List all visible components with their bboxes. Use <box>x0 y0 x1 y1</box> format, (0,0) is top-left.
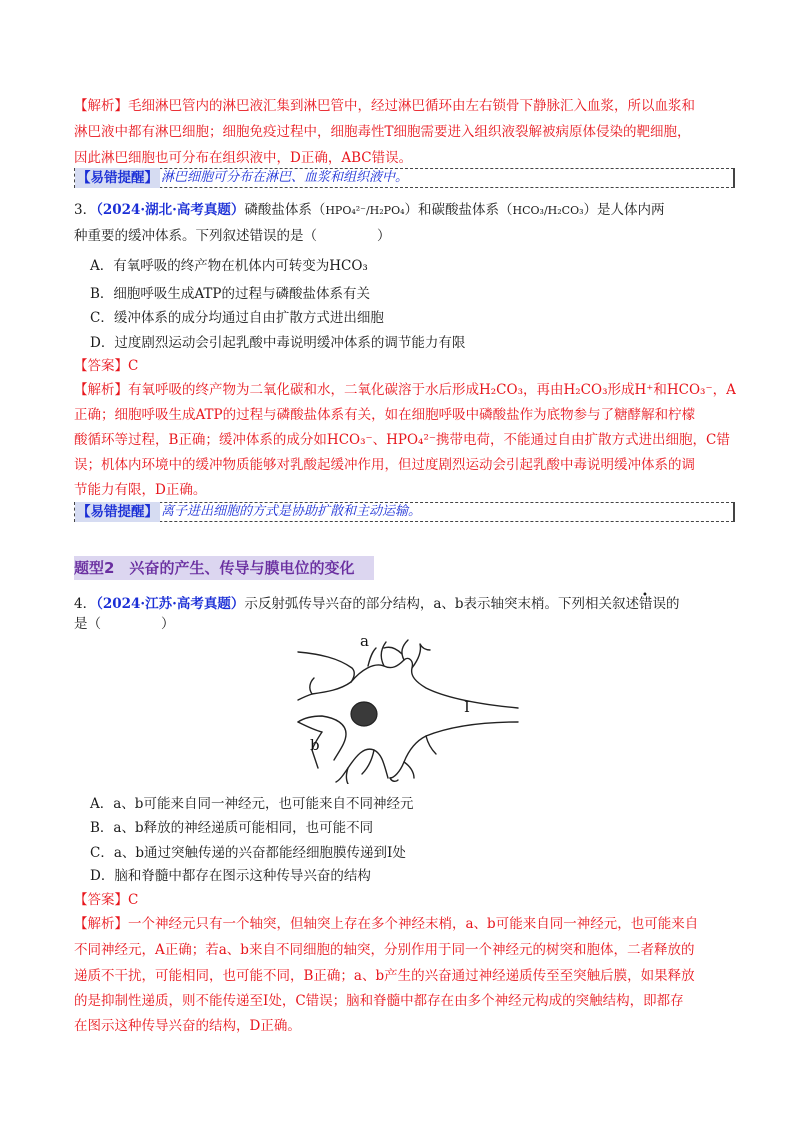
dendrite-top-branch-3 <box>412 644 430 668</box>
q3-stem-close: ） <box>377 228 391 244</box>
q3-stem-b: ）和碳酸盐体系（ <box>404 202 513 218</box>
q4-stem-line-2-text: 是（ <box>74 616 101 632</box>
q3-analysis-line-2: 正确；细胞呼吸生成ATP的过程与磷酸盐体系有关，如在细胞呼吸中磷酸盐作为底物参与了糖酵解和柠檬 <box>74 407 696 423</box>
q3-stem-a: 磷酸盐体系（ <box>244 202 326 218</box>
dendrite-lower-left <box>298 722 322 732</box>
label-I: I <box>464 698 470 716</box>
nucleus <box>351 702 377 726</box>
dendrite-bottom-2 <box>362 750 374 774</box>
q3-stem-c: ）是人体内两 <box>583 202 665 218</box>
q3-option-c: C．缓冲体系的成分均通过自由扩散方式进出细胞 <box>90 310 384 326</box>
q3-option-b: B．细胞呼吸生成ATP的过程与磷酸盐体系有关 <box>90 286 371 302</box>
q2-analysis-line-2: 淋巴液中都有淋巴细胞；细胞免疫过程中，细胞毒性T细胞需要进入组织液裂解被病原体侵染的靶细胞， <box>74 124 691 140</box>
q4-analysis-line-1: 【解析】一个神经元只有一个轴突，但轴突上存在多个神经末梢，a、b可能来自同一神经元，也可能来自 <box>74 916 699 932</box>
q4-source: （2024·江苏·高考真题） <box>96 596 245 612</box>
q2-analysis-line-3: 因此淋巴细胞也可分布在组织液中，D正确，ABC错误。 <box>74 150 413 166</box>
dendrite-bottom <box>347 768 349 784</box>
q4-number: 4． <box>74 596 97 612</box>
dendrite-top-branch <box>381 642 386 666</box>
q3-analysis-line-3: 酸循环等过程，B正确；缓冲体系的成分如HCO₃⁻、HPO₄²⁻携带电荷，不能通过自由扩散方式进出细胞，C错 <box>74 432 730 448</box>
q3-answer: 【答案】C <box>74 358 139 374</box>
dendrite-top-branch-4 <box>384 647 402 654</box>
q3-stem-line-2 <box>74 226 391 246</box>
dendrite-bottom-5 <box>426 736 436 754</box>
q2-analysis-line-1: 【解析】毛细淋巴管内的淋巴液汇集到淋巴管中，经过淋巴循环由左右锁骨下静脉汇入血浆，所以血浆和 <box>74 98 695 114</box>
dendrite-top-branch-2 <box>402 640 408 660</box>
dendrite-upper-left-2 <box>310 678 314 694</box>
q4-stem-dotted: 错误 <box>639 596 667 612</box>
q3-analysis-line-1: 【解析】有氧呼吸的终产物为二氧化碳和水，二氧化碳溶于水后形成H₂CO₃，再由H₂CO₃形成H⁺和HCO₃⁻，A <box>74 382 736 398</box>
q4-stem-line-1 <box>74 594 680 614</box>
dendrite-bottom-4 <box>404 762 414 778</box>
axon-terminal-a <box>368 648 376 666</box>
q4-option-a: A．a、b可能来自同一神经元，也可能来自不同神经元 <box>90 796 414 812</box>
q4-analysis-line-4: 的是抑制性递质，则不能传递至Ⅰ处，C错误；脑和脊髓中都存在由多个神经元构成的突触结构，即都存 <box>74 993 684 1009</box>
section-header <box>74 556 374 580</box>
tip-text: 离子进出细胞的方式是协助扩散和主动运输。 <box>161 504 422 519</box>
q3-number: 3． <box>74 202 97 218</box>
q3-analysis-line-4: 误；机体内环境中的缓冲物质能够对乳酸起缓冲作用，但过度剧烈运动会引起乳酸中毒说明缓冲体系的调 <box>74 457 695 473</box>
label-b: b <box>310 736 320 754</box>
q4-analysis-line-3: 递质不干扰，可能相同，也可能不同，B正确；a、b产生的兴奋通过神经递质传至至突触后膜，如果释放 <box>74 968 695 984</box>
dendrite-top <box>298 652 354 682</box>
q4-option-c: C．a、b通过突触传递的兴奋都能经细胞膜传递到Ⅰ处 <box>90 845 406 861</box>
q3-chem-1: HPO₄²⁻/H₂PO₄ <box>325 204 405 217</box>
tip-end-bar <box>733 168 735 188</box>
q3-chem-2: HCO₃/H₂CO₃ <box>512 204 584 217</box>
tip-end-bar <box>733 502 735 522</box>
tip-text: 淋巴细胞可分布在淋巴、血浆和组织液中。 <box>161 170 409 185</box>
tip-tag: 【易错提醒】 <box>77 504 158 520</box>
q4-option-b: B．a、b释放的神经递质可能相同，也可能不同 <box>90 820 374 836</box>
q4-option-d: D．脑和脊髓中都存在图示这种传导兴奋的结构 <box>90 868 371 884</box>
q4-stem-a: 示反射弧传导兴奋的部分结构，a、b表示轴突末梢。下列相关叙述 <box>244 596 640 612</box>
q4-answer: 【答案】C <box>74 892 139 908</box>
dendrite-upper-left <box>298 682 351 700</box>
section-title: 题型2 兴奋的产生、传导与膜电位的变化 <box>74 559 355 577</box>
q3-tip-box <box>74 502 734 522</box>
q4-analysis-line-5: 在图示这种传导兴奋的结构，D正确。 <box>74 1018 301 1034</box>
q3-option-a: A．有氧呼吸的终产物在机体内可转变为HCO₃ <box>90 258 368 274</box>
q4-analysis-line-2: 不同神经元，A正确；若a、b来自不同细胞的轴突，分别作用于同一个神经元的树突和胞体，二者释放的 <box>74 942 695 958</box>
q4-stem-line-2 <box>74 614 175 634</box>
q3-stem-line-2-text: 种重要的缓冲体系。下列叙述错误的是（ <box>74 228 317 244</box>
tip-tag: 【易错提醒】 <box>77 170 158 186</box>
q3-analysis-line-5: 节能力有限，D正确。 <box>74 482 207 498</box>
neuron-soma <box>298 658 518 782</box>
q4-stem-b: 的 <box>666 596 680 612</box>
q3-option-d: D．过度剧烈运动会引起乳酸中毒说明缓冲体系的调节能力有限 <box>90 335 466 351</box>
neuron-figure <box>296 632 521 784</box>
q2-tip-box <box>74 168 734 188</box>
q3-stem-line-1 <box>74 200 665 221</box>
q3-source: （2024·湖北·高考真题） <box>96 202 245 218</box>
label-a: a <box>360 632 369 650</box>
q4-stem-close: ） <box>161 616 175 632</box>
